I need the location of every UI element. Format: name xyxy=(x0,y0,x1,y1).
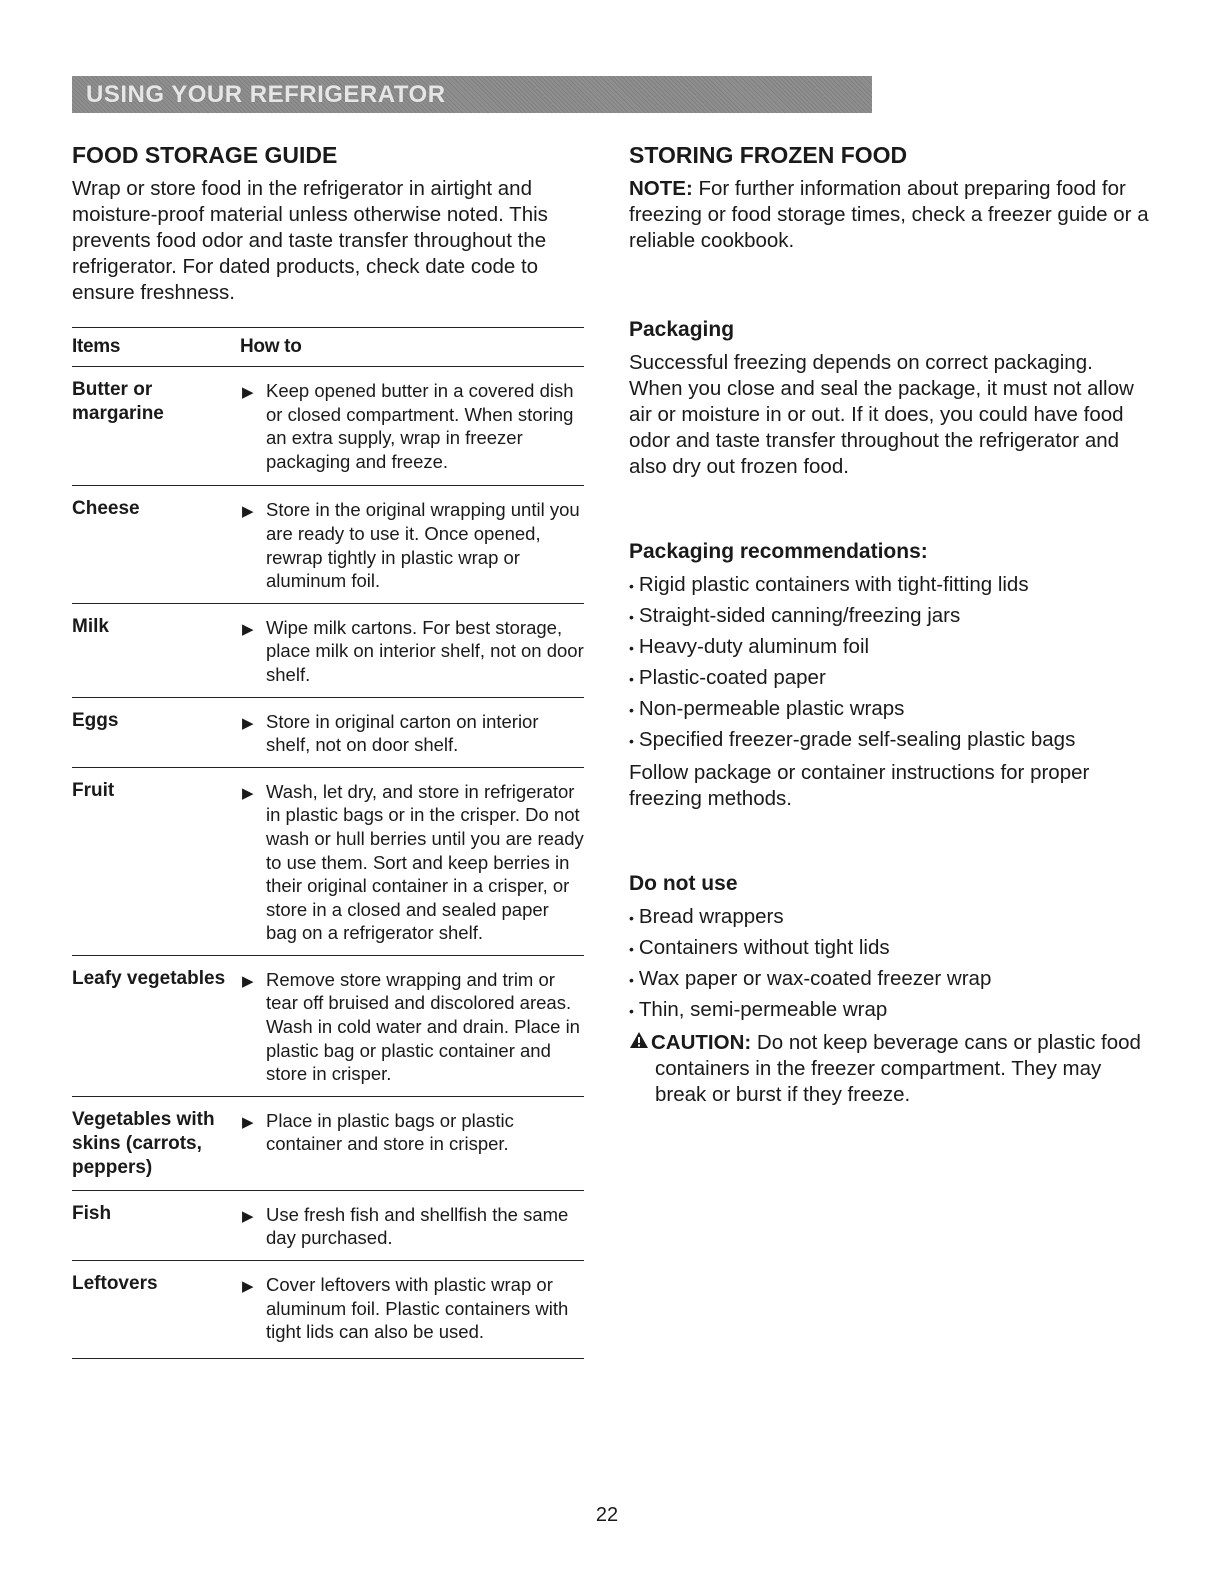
table-row-item: Fish xyxy=(72,1202,112,1224)
list-item xyxy=(629,964,1149,995)
table-row xyxy=(72,1191,584,1261)
table-row xyxy=(72,1097,584,1191)
bullet-icon: • xyxy=(629,910,634,926)
arrow-right-icon: ▶ xyxy=(242,1113,254,1131)
arrow-right-icon: ▶ xyxy=(242,972,254,990)
do-not-use-list xyxy=(629,902,1149,1026)
list-item-text: Rigid plastic containers with tight-fitting lids xyxy=(638,573,1029,596)
caution-label: CAUTION: xyxy=(651,1031,752,1054)
list-item-text: Plastic-coated paper xyxy=(638,666,826,689)
arrow-right-icon: ▶ xyxy=(242,1207,254,1225)
arrow-right-icon: ▶ xyxy=(242,503,254,521)
table-row-item: Leafy vegetables xyxy=(72,967,226,989)
table-row xyxy=(72,486,584,603)
table-row xyxy=(72,1261,584,1359)
table-row-howto: Place in plastic bags or plastic container and store in crisper. xyxy=(266,1109,514,1155)
arrow-right-icon: ▶ xyxy=(242,714,254,732)
food-storage-guide-title: FOOD STORAGE GUIDE xyxy=(72,142,338,168)
table-row xyxy=(72,956,584,1097)
note-text: For further information about preparing food for freezing or food storage times, check a freezer guide or a reliable cookbook. xyxy=(629,177,1149,252)
packaging-text: Successful freezing depends on correct packaging. When you close and seal the package, it must not allow air or moisture in or out. If it does, you could have food odor and taste transfer throughout the refrigerator and also dry out frozen food. xyxy=(629,351,1134,478)
do-not-use-heading: Do not use xyxy=(629,872,738,895)
list-item-text: Containers without tight lids xyxy=(638,936,890,959)
food-storage-intro: Wrap or store food in the refrigerator in airtight and moisture-proof material unless otherwise noted. This prevents food odor and taste transfer throughout the refrigerator. For dated products, check date code to ensure freshness. xyxy=(72,177,548,304)
bullet-icon: • xyxy=(629,671,634,687)
column-header-howto: How to xyxy=(240,336,302,357)
table-row-item: Vegetables with skins (carrots, peppers) xyxy=(72,1108,215,1178)
caution-text: Do not keep beverage cans or plastic food containers in the freezer compartment. They may break or burst if they freeze. xyxy=(655,1031,1141,1106)
caution-notice xyxy=(629,1030,1149,1108)
arrow-right-icon: ▶ xyxy=(242,620,254,638)
packaging-recommendations-list xyxy=(629,570,1149,756)
table-header xyxy=(72,328,584,367)
list-item-text: Thin, semi-permeable wrap xyxy=(638,998,888,1021)
column-header-items: Items xyxy=(72,336,121,357)
freezer-note xyxy=(629,176,1149,254)
table-row-item: Leftovers xyxy=(72,1273,158,1295)
table-row-item: Butter or margarine xyxy=(72,379,164,424)
storing-frozen-food-title: STORING FROZEN FOOD xyxy=(629,142,908,168)
bullet-icon: • xyxy=(629,609,634,625)
section-banner-title: USING YOUR REFRIGERATOR xyxy=(86,81,446,108)
follow-instructions-text: Follow package or container instructions for proper freezing methods. xyxy=(629,761,1090,810)
table-row-item: Eggs xyxy=(72,709,119,731)
table-row-item: Fruit xyxy=(72,779,115,801)
table-row-howto: Store in the original wrapping until you are ready to use it. Once opened, rewrap tightly in plastic wrap or aluminum foil. xyxy=(266,499,580,592)
warning-icon xyxy=(629,1030,651,1056)
bullet-icon: • xyxy=(629,733,634,749)
table-row-howto: Remove store wrapping and trim or tear off bruised and discolored areas. Wash in cold water and drain. Place in plastic bag or plastic container and store in crisper. xyxy=(266,968,580,1085)
table-row xyxy=(72,604,584,698)
arrow-right-icon: ▶ xyxy=(242,384,254,401)
table-row xyxy=(72,768,584,956)
list-item xyxy=(629,601,1149,632)
table-row xyxy=(72,698,584,768)
list-item-text: Straight-sided canning/freezing jars xyxy=(638,604,961,627)
food-storage-table xyxy=(72,327,584,1359)
list-item xyxy=(629,933,1149,964)
bullet-icon: • xyxy=(629,1003,634,1019)
list-item xyxy=(629,725,1149,756)
packaging-recommendations-heading: Packaging recommendations: xyxy=(629,540,928,563)
list-item xyxy=(629,694,1149,725)
list-item-text: Non-permeable plastic wraps xyxy=(638,697,905,720)
list-item xyxy=(629,995,1149,1026)
packaging-heading: Packaging xyxy=(629,318,735,341)
bullet-icon: • xyxy=(629,702,634,718)
bullet-icon: • xyxy=(629,972,634,988)
list-item-text: Specified freezer-grade self-sealing plastic bags xyxy=(638,728,1076,751)
list-item-text: Heavy-duty aluminum foil xyxy=(638,635,870,658)
section-banner xyxy=(72,76,872,113)
table-row-howto: Use fresh fish and shellfish the same day purchased. xyxy=(266,1203,569,1249)
storing-frozen-food-column xyxy=(629,140,1149,1108)
list-item xyxy=(629,902,1149,933)
arrow-right-icon: ▶ xyxy=(242,784,254,802)
note-label: NOTE: xyxy=(629,177,693,200)
page-number: 22 xyxy=(595,1504,619,1526)
table-row xyxy=(72,367,584,486)
list-item xyxy=(629,632,1149,663)
table-row-howto: Wipe milk cartons. For best storage, place milk on interior shelf, not on door shelf. xyxy=(266,616,584,685)
bullet-icon: • xyxy=(629,941,634,957)
table-row-howto: Keep opened butter in a covered dish or closed compartment. When storing an extra supply, wrap in freezer packaging and freeze. xyxy=(266,380,574,472)
table-row-howto: Store in original carton on interior shelf, not on door shelf. xyxy=(266,710,539,756)
list-item-text: Wax paper or wax-coated freezer wrap xyxy=(638,967,992,990)
table-row-howto: Wash, let dry, and store in refrigerator in plastic bags or in the crisper. Do not wash or hull berries until you are ready to use them. Sort and keep berries in their original container in a crisper, or store in a closed and sealed paper bag on a refrigerator shelf. xyxy=(266,780,584,944)
table-row-item: Cheese xyxy=(72,498,140,520)
list-item xyxy=(629,570,1149,601)
food-storage-guide-column xyxy=(72,140,584,1359)
bullet-icon: • xyxy=(629,640,634,656)
list-item-text: Bread wrappers xyxy=(638,905,784,928)
table-row-howto: Cover leftovers with plastic wrap or aluminum foil. Plastic containers with tight lids can also be used. xyxy=(266,1274,569,1343)
arrow-right-icon: ▶ xyxy=(242,1278,254,1296)
bullet-icon: • xyxy=(629,578,634,594)
table-row-item: Milk xyxy=(72,615,109,637)
list-item xyxy=(629,663,1149,694)
